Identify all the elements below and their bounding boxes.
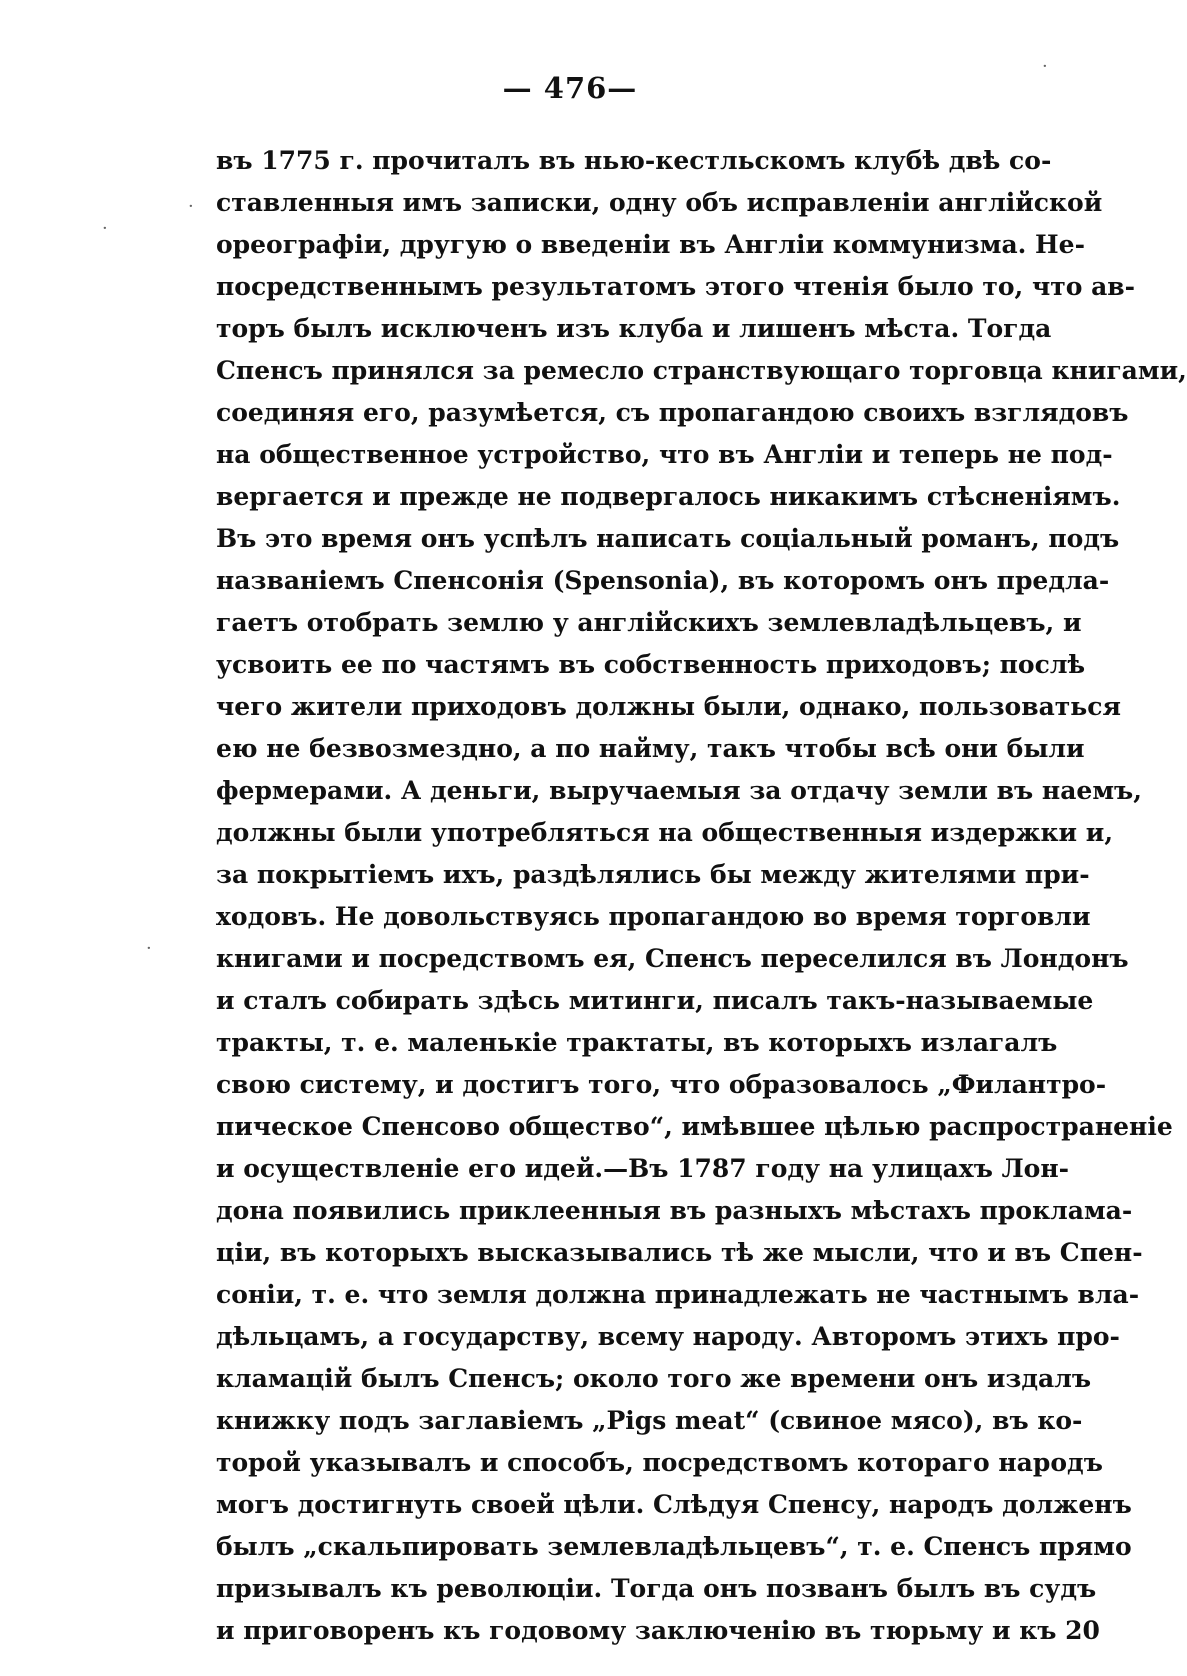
text-line: свою систему, и достигъ того, что образовалось „Филантро- [216,1070,1107,1099]
scan-speck-mark: · [146,938,152,959]
text-line: чего жители приходовъ должны были, однако, пользоваться [216,692,1121,721]
text-line: посредственнымъ результатомъ этого чтенія было то, что ав- [216,272,1136,301]
text-line: ходовъ. Не довольствуясь пропагандою во время торговли [216,902,1091,931]
body-text [216,140,1187,1652]
text-line: книгами и посредствомъ ея, Спенсъ переселился въ Лондонъ [216,944,1129,973]
text-line: гаетъ отобрать землю у англійскихъ землевладѣльцевъ, и [216,608,1082,637]
page-number: — 476— [502,71,638,105]
scan-speck-mark: · [102,218,108,239]
text-line: могъ достигнуть своей цѣли. Слѣдуя Спенсу, народъ долженъ [216,1490,1132,1519]
text-line: ореографіи, другую о введеніи въ Англіи коммунизма. Не- [216,230,1085,259]
text-line: въ 1775 г. прочиталъ въ нью-кестльскомъ клубѣ двѣ со- [216,146,1052,175]
text-line: торой указывалъ и способъ, посредствомъ котораго народъ [216,1448,1103,1477]
text-line: дона появились приклеенныя въ разныхъ мѣстахъ проклама- [216,1196,1133,1225]
text-line: дѣльцамъ, а государству, всему народу. Авторомъ этихъ про- [216,1322,1120,1351]
text-line: пическое Спенсово общество“, имѣвшее цѣлью распространеніе [216,1112,1173,1141]
scan-speck-mark: · [1042,56,1048,77]
scan-speck-mark: · [188,196,194,217]
text-line: тракты, т. е. маленькіе трактаты, въ которыхъ излагалъ [216,1028,1058,1057]
text-line: усвоить ее по частямъ въ собственность приходовъ; послѣ [216,650,1086,679]
text-line: соединяя его, разумѣется, съ пропагандою своихъ взглядовъ [216,398,1129,427]
text-line: за покрытіемъ ихъ, раздѣлялись бы между жителями при- [216,860,1090,889]
text-line: ціи, въ которыхъ высказывались тѣ же мысли, что и въ Спен- [216,1238,1143,1267]
text-line: Спенсъ принялся за ремесло странствующаго торговца книгами, [216,356,1187,385]
text-line: соніи, т. е. что земля должна принадлежать не частнымъ вла- [216,1280,1140,1309]
text-line: призывалъ къ революціи. Тогда онъ позванъ былъ въ судъ [216,1574,1097,1603]
text-line: и осуществленіе его идей.—Въ 1787 году на улицахъ Лон- [216,1154,1070,1183]
text-line: вергается и прежде не подвергалось никакимъ стѣсненіямъ. [216,482,1121,511]
text-line: книжку подъ заглавіемъ „Pigs meat“ (свиное мясо), въ ко- [216,1406,1083,1435]
text-line: ставленныя имъ записки, одну объ исправленіи англійской [216,188,1103,217]
text-line: ею не безвозмездно, а по найму, такъ чтобы всѣ они были [216,734,1085,763]
text-line: Въ это время онъ успѣлъ написать соціальный романъ, подъ [216,524,1120,553]
text-line: торъ былъ исключенъ изъ клуба и лишенъ мѣста. Тогда [216,314,1052,343]
text-line: на общественное устройство, что въ Англіи и теперь не под- [216,440,1113,469]
text-line: кламацій былъ Спенсъ; около того же времени онъ издалъ [216,1364,1092,1393]
text-line: должны были употребляться на общественныя издержки и, [216,818,1114,847]
text-line: былъ „скальпировать землевладѣльцевъ“, т. е. Спенсъ прямо [216,1532,1132,1561]
text-line: названіемъ Спенсонія (Spensonia), въ которомъ онъ предла- [216,566,1110,595]
text-line: и приговоренъ къ годовому заключенію въ тюрьму и къ 20 [216,1616,1100,1645]
text-line: и сталъ собирать здѣсь митинги, писалъ такъ-называемые [216,986,1094,1015]
text-line: фермерами. А деньги, выручаемыя за отдачу земли въ наемъ, [216,776,1142,805]
